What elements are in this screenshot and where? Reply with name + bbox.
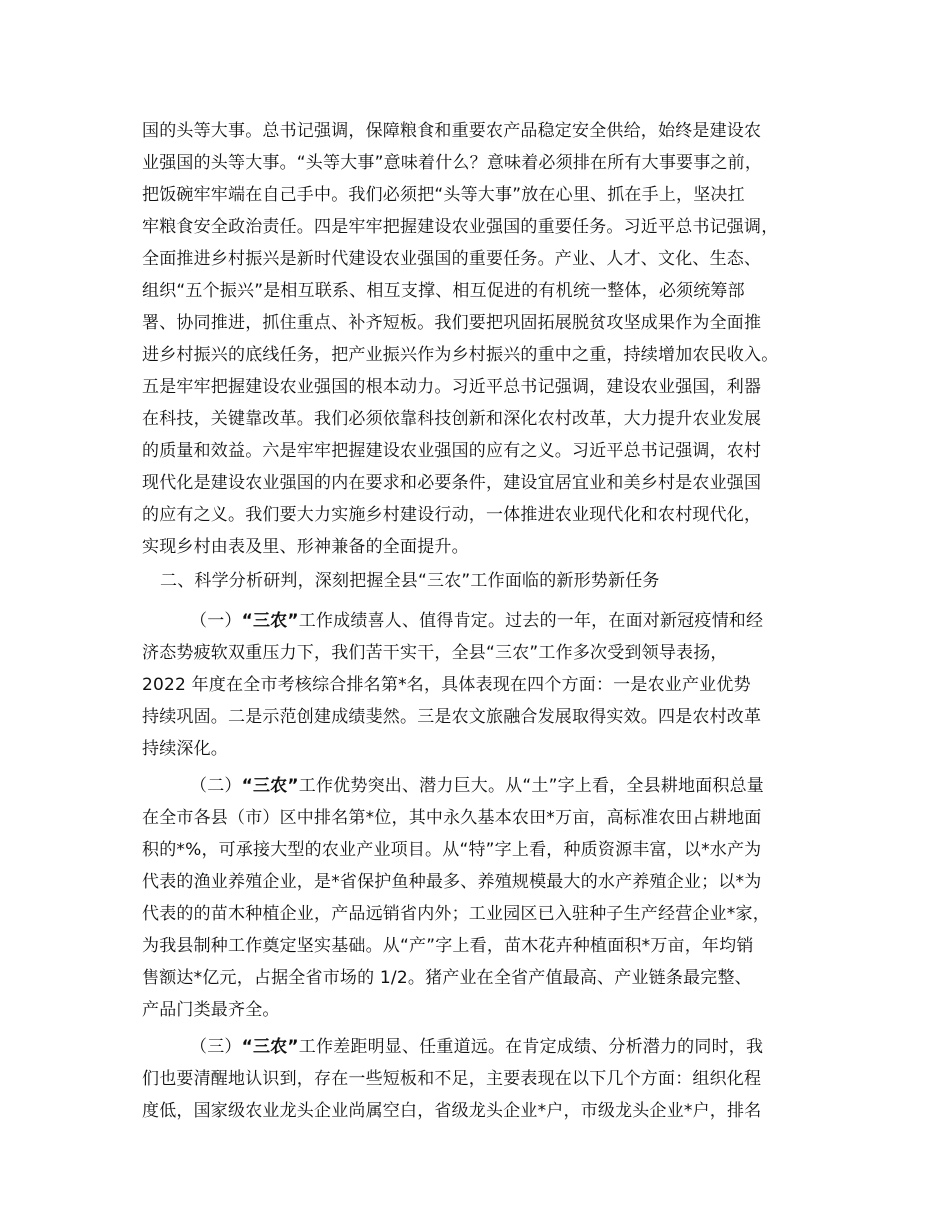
body-line: 2022 年度在全市考核综合排名第*名，具体表现在四个方面：一是农业产业优势: [142, 675, 751, 695]
section-2-number: （二）: [190, 776, 242, 796]
body-line: 国的头等大事。总书记强调，保障粮食和重要农产品稳定安全供给，始终是建设农: [142, 121, 762, 141]
section-3-lead-text: 工作差距明显、任重道远。在肯定成绩、分析潜力的同时，我: [298, 1037, 764, 1057]
body-line: 全面推进乡村振兴是新时代建设农业强国的重要任务。产业、人才、文化、生态、: [142, 249, 762, 269]
section-1-keyword: “三农”: [241, 611, 299, 631]
body-line: 在全市各县（市）区中排名第*位，其中永久基本农田*万亩，高标准农田占耕地面: [142, 808, 762, 828]
section-3-keyword: “三农”: [241, 1037, 299, 1057]
section-heading: 二、科学分析研判，深刻把握全县“三农”工作面临的新形势新任务: [160, 571, 660, 591]
section-3-number: （三）: [190, 1037, 242, 1057]
body-line: 现代化是建设农业强国的内在要求和必要条件，建设宜居宜业和美乡村是农业强国: [142, 473, 762, 493]
section-1-lead-text: 工作成绩喜人、值得肯定。过去的一年，在面对新冠疫情和经: [298, 611, 764, 631]
body-line: 持续巩固。二是示范创建成绩斐然。三是农文旅融合发展取得实效。四是农村改革: [142, 707, 762, 727]
body-line: 积的*%，可承接大型的农业产业项目。从“特”字上看，种质资源丰富，以*水产为: [142, 840, 762, 860]
section-3-lead: [190, 1036, 763, 1058]
section-2-lead-text: 工作优势突出、潜力巨大。从“土”字上看，全县耕地面积总量: [298, 776, 764, 796]
body-line: 持续深化。: [142, 739, 228, 759]
body-line: 度低，国家级农业龙头企业尚属空白，省级龙头企业*户，市级龙头企业*户，排名: [142, 1101, 762, 1121]
body-line: 组织“五个振兴”是相互联系、相互支撑、相互促进的有机统一整体，必须统筹部: [142, 281, 745, 301]
section-1-number: （一）: [190, 611, 242, 631]
body-line: 业强国的头等大事。“头等大事”意味着什么？意味着必须排在所有大事要事之前，: [142, 153, 763, 173]
body-line: 的应有之义。我们要大力实施乡村建设行动，一体推进农业现代化和农村现代化，: [142, 505, 762, 525]
body-line: 五是牢牢把握建设农业强国的根本动力。习近平总书记强调，建设农业强国，利器: [142, 377, 762, 397]
body-line: 代表的渔业养殖企业，是*省保护鱼种最多、养殖规模最大的水产养殖企业；以*为: [142, 872, 762, 892]
body-line: 在科技，关键靠改革。我们必须依靠科技创新和深化农村改革，大力提升农业发展: [142, 409, 762, 429]
body-line: 济态势疲软双重压力下，我们苦干实干，全县“三农”工作多次受到领导表扬，: [142, 643, 728, 663]
body-line: 产品门类最齐全。: [142, 1000, 280, 1020]
body-line: 实现乡村由表及里、形神兼备的全面提升。: [142, 537, 469, 557]
body-line: 把饭碗牢牢端在自己手中。我们必须把“头等大事”放在心里、抓在手上，坚决扛: [142, 185, 745, 205]
section-2-lead: [190, 775, 764, 797]
section-2-keyword: “三农”: [241, 776, 299, 796]
section-1-lead: [190, 610, 763, 632]
body-line: 署、协同推进，抓住重点、补齐短板。我们要把巩固拓展脱贫攻坚成果作为全面推: [142, 313, 762, 333]
body-line: 售额达*亿元，占据全省市场的 1/2。猪产业在全省产值最高、产业链条最完整、: [142, 968, 752, 988]
body-line: 们也要清醒地认识到，存在一些短板和不足，主要表现在以下几个方面：组织化程: [142, 1069, 762, 1089]
body-line: 的质量和效益。六是牢牢把握建设农业强国的应有之义。习近平总书记强调，农村: [142, 441, 762, 461]
body-line: 代表的的苗木种植企业，产品远销省内外；工业园区已入驻种子生产经营企业*家，: [142, 904, 770, 924]
body-line: 进乡村振兴的底线任务，把产业振兴作为乡村振兴的重中之重，持续增加农民收入。: [142, 345, 779, 365]
body-line: 为我县制种工作奠定坚实基础。从“产”字上看，苗木花卉种植面积*万亩，年均销: [142, 936, 754, 956]
body-line: 牢粮食安全政治责任。四是牢牢把握建设农业强国的重要任务。习近平总书记强调，: [142, 217, 779, 237]
